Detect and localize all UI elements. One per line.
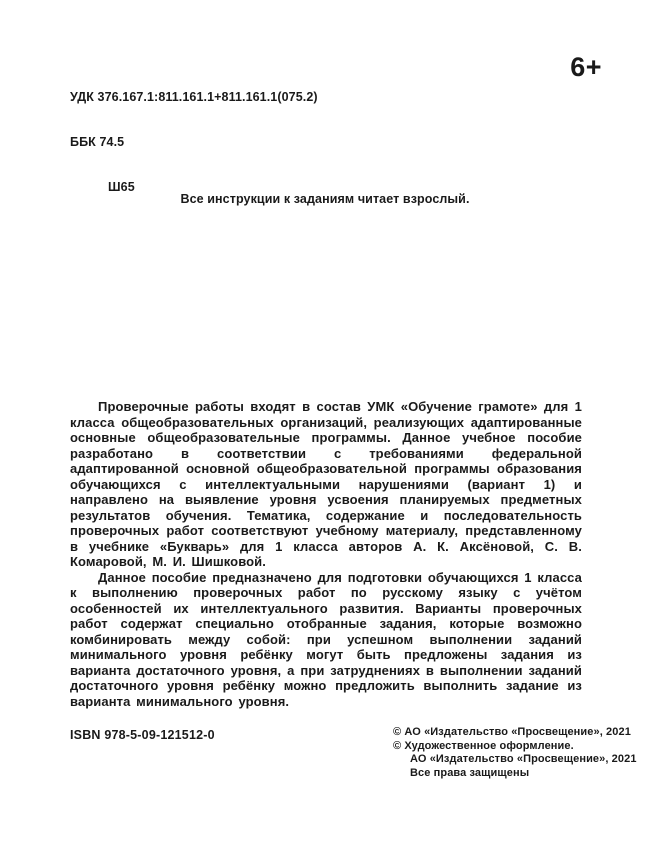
annotation-text bbox=[70, 399, 582, 709]
copyright-line-1: © АО «Издательство «Просвещение», 2021 bbox=[393, 726, 631, 738]
age-rating-badge: 6+ bbox=[570, 52, 602, 82]
isbn-line: ISBN 978-5-09-121512-0 bbox=[70, 728, 215, 742]
author-sign-line: Ш65 bbox=[108, 180, 135, 194]
copyright-line-3: АО «Издательство «Просвещение», 2021 bbox=[410, 753, 637, 765]
copyright-line-4: Все права защищены bbox=[410, 766, 530, 779]
copyright-line-2: © Художественное оформление. bbox=[393, 739, 574, 752]
copyright-block bbox=[393, 726, 637, 780]
instruction-note: Все инструкции к заданиям читает взрослый. bbox=[180, 192, 470, 206]
udk-line: УДК 376.167.1:811.161.1+811.161.1(075.2) bbox=[70, 90, 318, 104]
annotation-paragraph-2: Данное пособие предназначено для подготовки обучающихся 1 класса к выполнению проверочных работ по русскому языку с учётом особенностей их интеллектуального развития. Варианты проверочных работ содержат специально отобранные задания, которые возможно комбинировать между собой: при успешном выполнении заданий минимального уровня ребёнку могут быть предложены задания из варианта достаточного уровня, а при затруднениях в выполнении заданий достаточного уровня ребёнку можно предложить выполнить задание из варианта минимального уровня. bbox=[70, 569, 582, 709]
annotation-paragraph-1: Проверочные работы входят в состав УМК «Обучение грамоте» для 1 класса общеобразовательных организаций, реализующих адаптированные основные общеобразовательные программы. Данное учебное пособие разработано в соответствии с требованиями федеральной адаптированной основной общеобразовательной программы образования обучающихся с интеллектуальными нарушениями (вариант 1) и направлено на выявление уровня усвоения планируемых предметных результатов обучения. Тематика, содержание и последовательность проверочных работ соответствуют учебному материалу, представленному в учебнике «Букварь» для 1 класса авторов А. К. Аксёновой, С. В. Комаровой, М. И. Шишковой. bbox=[70, 399, 582, 569]
bbk-line: ББК 74.5 bbox=[70, 135, 125, 149]
